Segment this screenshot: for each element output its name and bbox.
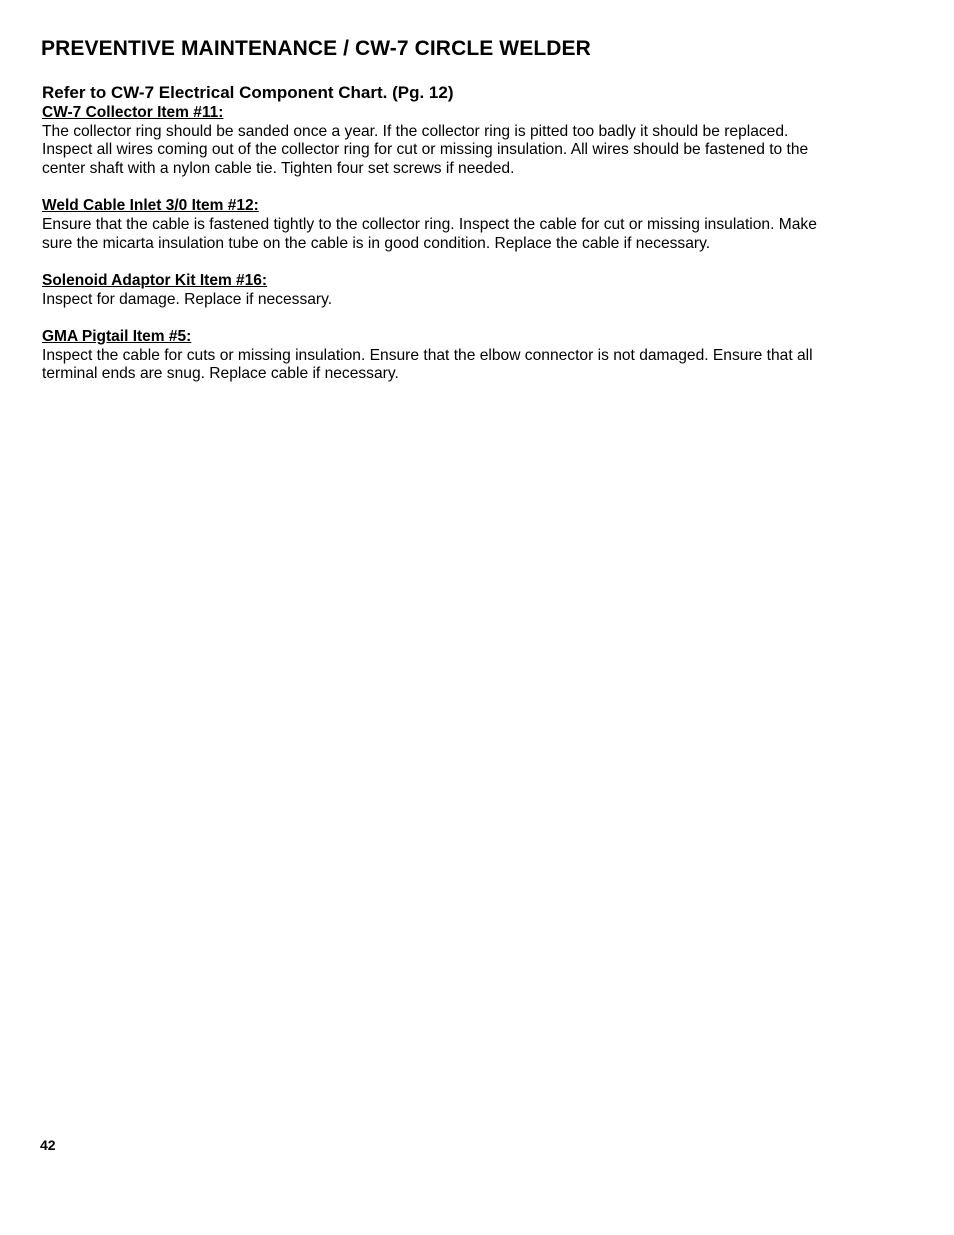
section-body: Ensure that the cable is fastened tightly to the collector ring. Inspect the cable for cut or missing insulation. Make sure the micarta insulation tube on the cable is in good condition. Replace the cable if necessary. — [42, 216, 817, 252]
page-number: 42 — [40, 1137, 56, 1153]
section-gma-pigtail — [42, 328, 842, 384]
section-body: Inspect for damage. Replace if necessary. — [42, 290, 333, 308]
page-title: PREVENTIVE MAINTENANCE / CW-7 CIRCLE WELDER — [41, 37, 591, 60]
section-heading: Weld Cable Inlet 3/0 Item #12: — [42, 197, 259, 215]
section-heading: Solenoid Adaptor Kit Item #16: — [42, 271, 268, 289]
section-heading: GMA Pigtail Item #5: — [42, 327, 192, 345]
reference-note: Refer to CW-7 Electrical Component Chart. (Pg. 12) — [42, 83, 454, 102]
section-solenoid-adaptor-kit — [42, 272, 842, 309]
section-weld-cable-inlet — [42, 197, 842, 253]
document-body — [42, 82, 842, 402]
section-body: The collector ring should be sanded once a year. If the collector ring is pitted too badly it should be replaced. Inspect all wires coming out of the collector ring for cut or missing insulation. All wires should be fastened to the center shaft with a nylon cable tie. Tighten four set screws if needed. — [42, 122, 809, 178]
section-collector — [42, 104, 842, 179]
section-heading: CW-7 Collector Item #11: — [42, 104, 224, 121]
section-body: Inspect the cable for cuts or missing insulation. Ensure that the elbow connector is not damaged. Ensure that all terminal ends are snug. Replace cable if necessary. — [42, 346, 813, 383]
